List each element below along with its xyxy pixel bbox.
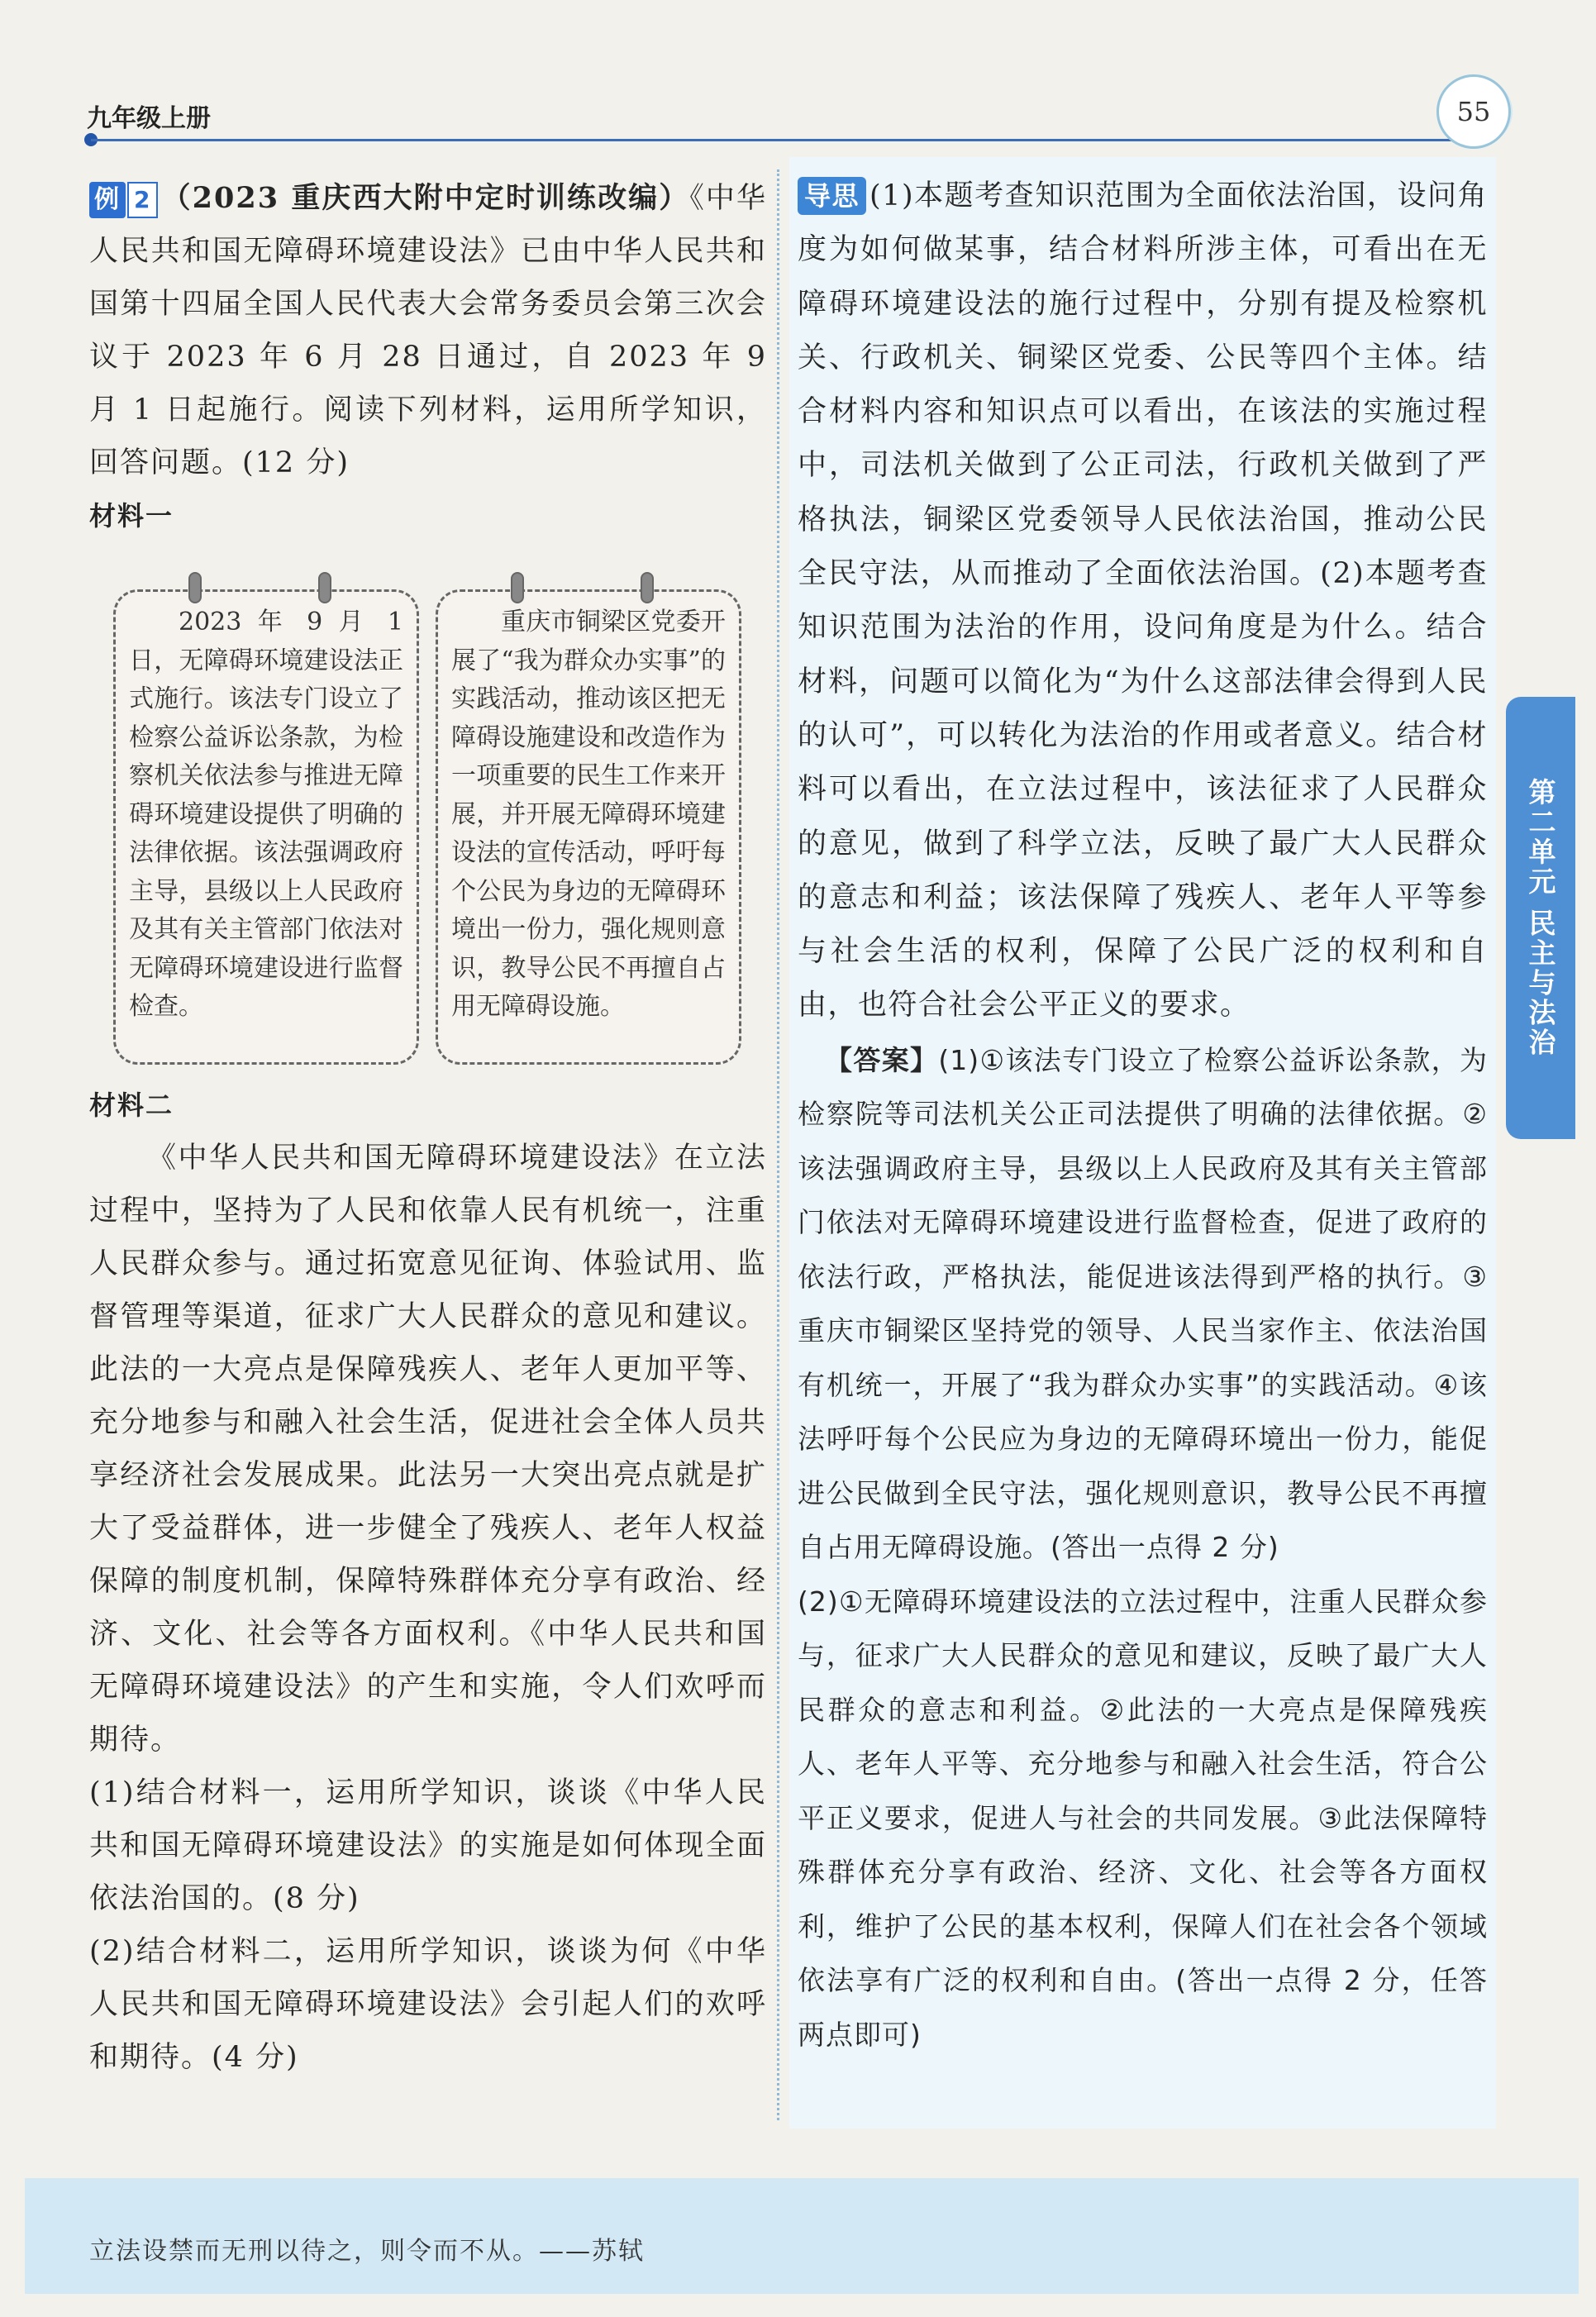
card-left-text: 2023 年 9 月 1 日，无障碍环境建设法正式施行。该法专门设立了检察公益诉讼条款，为检察机关依法参与推进无障碍环境建设提供了明确的法律依据。该法强调政府主导，县级以上人民政府及其有关主管部门依法对无障碍环境建设进行监督检查。 [129,608,403,1021]
card-right-text: 重庆市铜梁区党委开展了“我为群众办实事”的实践活动，推动该区把无障碍设施建设和改造作为一项重要的民生工作来开展，并开展无障碍环境建设法的宣传活动，呼吁每个公民为身边的无障碍环境出一份力，强化规则意识，教导公民不再擅自占用无障碍设施。 [451,608,726,1021]
material-two-text: 《中华人民共和国无障碍环境建设法》在立法过程中，坚持为了人民和依靠人民有机统一，注重人民群众参与。通过拓宽意见征询、体验试用、监督管理等渠道，征求广大人民群众的意见和建议。此法的一大亮点是保障残疾人、老年人更加平等、充分地参与和融入社会生活，促进社会全体人员共享经济社会发展成果。此法另一大突出亮点就是扩大了受益群体，进一步健全了残疾人、老年人权益保障的制度机制，保障特殊群体充分享有政治、经济、文化、社会等各方面权利。《中华人民共和国无障碍环境建设法》的产生和实施，令人们欢呼而期待。 [89,1142,767,1757]
binder-ring [641,572,654,603]
unit-side-tab: 第二单元 民主与法治 [1506,697,1575,1139]
question-column-lower [89,1079,767,2084]
material-two-title: 材料二 [89,1089,174,1121]
footer-quote: 立法设禁而无刑以待之，则令而不从。——苏轼 [89,2237,645,2266]
example-number: 2 [127,182,158,218]
material-one-card-left [113,589,419,1065]
binder-ring [511,572,524,603]
question-intro: 《中华人民共和国无障碍环境建设法》已由中华人民共和国第十四届全国人民代表大会常务委员会第三次会议于 2023 年 6 月 28 日通过，自 2023 年 9 月 1 日起施行。阅读下列材料，运用所学知识，回答问题。(12 分) [89,182,767,479]
answer-part-two: (2)①无障碍环境建设法的立法过程中，注重人民群众参与，征求广大人民群众的意见和建议，反映了最广大人民群众的意志和利益。②此法的一大亮点是保障残疾人、老年人平等、充分地参与和融入社会生活，符合公平正义要求，促进人与社会的共同发展。③此法保障特殊群体充分享有政治、经济、文化、社会等各方面权利，维护了公民的基本权利，保障人们在社会各个领域依法享有广泛的权利和自由。(答出一点得 2 分，任答两点即可) [798,1585,1488,2051]
header-rule [91,139,1459,141]
answer-part-one: (1)①该法专门设立了检察公益诉讼条款，为检察院等司法机关公正司法提供了明确的法律依据。②该法强调政府主导，县级以上人民政府及其有关主管部门依法对无障碍环境建设进行监督检查，促进了政府的依法行政，严格执法，能促进该法得到严格的执行。③重庆市铜梁区坚持党的领导、人民当家作主、依法治国有机统一，开展了“我为群众办实事”的实践活动。④该法呼吁每个公民应为身边的无障碍环境出一份力，能促进公民做到全民守法，强化规则意识，教导公民不再擅自占用无障碍设施。(答出一点得 2 分) [798,1043,1488,1564]
example-tag: 例 [89,182,126,218]
question-two: (2)结合材料二，运用所学知识，谈谈为何《中华人民共和国无障碍环境建设法》会引起人们的欢呼和期待。(4 分) [89,1935,767,2074]
answer-label: 【答案】 [825,1043,939,1076]
guide-text: (1)本题考查知识范围为全面依法治国，设问角度为如何做某事，结合材料所涉主体，可看出在无障碍环境建设法的施行过程中，分别有提及检察机关、行政机关、铜梁区党委、公民等四个主体。结合材料内容和知识点可以看出，在该法的实施过程中，司法机关做到了公正司法，行政机关做到了严格执法，铜梁区党委领导人民依法治国，推动公民全民守法，从而推动了全面依法治国。(2)本题考查知识范围为法治的作用，设问角度是为什么。结合材料，问题可以简化为“为什么这部法律会得到人民的认可”，可以转化为法治的作用或者意义。结合材料可以看出，在立法过程中，该法征求了人民群众的意见，做到了科学立法，反映了最广大人民群众的意志和利益；该法保障了残疾人、老年人平等参与社会生活的权利，保障了公民广泛的权利和自由，也符合社会公平正义的要求。 [798,179,1488,1023]
grade-label: 九年级上册 [87,104,211,133]
material-one-card-right [436,589,741,1065]
column-separator [777,169,779,2120]
binder-ring [318,572,331,603]
question-column [89,172,767,542]
material-one-title: 材料一 [89,500,174,532]
binder-ring [188,572,202,603]
question-one: (1)结合材料一，运用所学知识，谈谈《中华人民共和国无障碍环境建设法》的实施是如何体现全面依法治国的。(8 分) [89,1776,767,1915]
question-source: （2023 重庆西大附中定时训练改编） [161,181,690,215]
page-number: 55 [1436,74,1511,149]
explanation-column [798,169,1488,2062]
guide-tag: 导思 [798,177,866,215]
